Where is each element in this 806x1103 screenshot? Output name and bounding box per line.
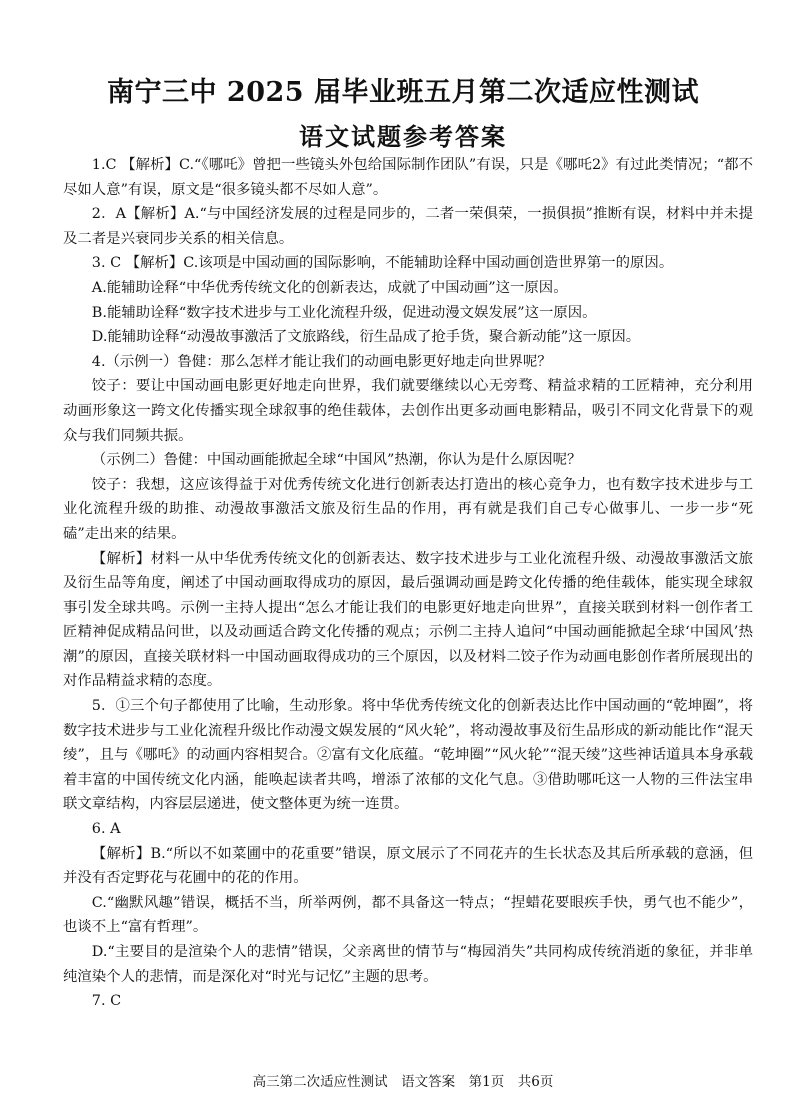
answer-4-example-1-question: 4.（示例一）鲁健：那么怎样才能让我们的动画电影更好地走向世界呢？ <box>91 353 552 370</box>
page-subtitle: 语文试题参考答案 <box>299 122 507 151</box>
answer-content <box>63 153 753 1014</box>
answer-6-analysis-d: D.“主要目的是渲染个人的悲情”错误，父亲离世的情节与“梅园消失”共同构成传统消逝的象征，并非单纯渲染个人的悲情，而是深化对“时光与记忆”主题的思考。 <box>63 944 753 985</box>
answer-3: 3. C 【解析】C.该项是中国动画的国际影响，不能辅助诠释中国动画创造世界第一的原因。 <box>91 255 674 272</box>
answer-6-analysis-b: 【解析】B.“所以不如菜圃中的花重要”错误，原文展示了不同花卉的生长状态及其后所承载的意涵，但并没有否定野花与花圃中的花的作用。 <box>63 845 753 887</box>
answer-6: 6. A <box>91 821 121 838</box>
answer-5: 5．①三个句子都使用了比喻，生动形象。将中华优秀传统文化的创新表达比作中国动画的“乾坤圈”，将数字技术进步与工业化流程升级比作动漫文娱发展的“风火轮”，将动漫故事及衍生品形成的新动能比作“混天绫”，且与《哪吒》的动画内容相契合。②富有文化底蕴。“乾坤圈”“风火轮”“混天绫”这些神话道具本身承载着丰富的中国传统文化内涵，能唤起读者共鸣，增添了浓郁的文化气息。③借助哪吒这一人物的三件法宝串联文章结构，内容层层递进，使文整体更为统一连贯。 <box>63 698 753 813</box>
answer-3-option-a: A.能辅助诠释“中华优秀传统文化的创新表达，成就了中国动画”这一原因。 <box>91 279 568 296</box>
answer-3-option-d: D.能辅助诠释“动漫故事激活了文旅路线，衍生品成了抢手货，聚合新动能”这一原因。 <box>91 329 641 346</box>
answer-6-analysis-c: C.“幽默风趣”错误，概括不当，所举两例，都不具备这一特点；“捏蜡花要眼疾手快，勇气也不能少”，也谈不上“富有哲理”。 <box>63 894 753 936</box>
answer-4-example-1-reply: 饺子：要让中国动画电影更好地走向世界，我们就要继续以心无旁骛、精益求精的工匠精神，充分利用动画形象这一跨文化传播实现全球叙事的绝佳载体，去创作出更多动画电影精品，吸引不同文化背景下的观众与我们同频共振。 <box>63 378 753 444</box>
answer-2: 2．A【解析】A.“与中国经济发展的过程是同步的，二者一荣俱荣，一损俱损”推断有误，材料中并未提及二者是兴衰同步关系的相关信息。 <box>63 206 753 247</box>
page-footer: 高三第二次适应性测试 语文答案 第1页 共6页 <box>252 1074 554 1090</box>
answer-3-option-b: B.能辅助诠释“数字技术进步与工业化流程升级，促进动漫文娱发展”这一原因。 <box>91 304 597 321</box>
answer-4-analysis: 【解析】材料一从中华优秀传统文化的创新表达、数字技术进步与工业化流程升级、动漫故事激活文旅及衍生品等角度，阐述了中国动画取得成功的原因，最后强调动画是跨文化传播的绝佳载体，能实现全球叙事引发全球共鸣。示例一主持人提出“怎么才能让我们的电影更好地走向世界”，直接关联到材料一创作者工匠精神促成精品问世，以及动画适合跨文化传播的观点；示例二主持人追问“中国动画能掀起全球‘中国风’热潮”的原因，直接关联材料一中国动画取得成功的三个原因，以及材料二饺子作为动画电影创作者所展现出的对作品精益求精的态度。 <box>63 550 753 690</box>
page-title: 南宁三中 2025 届毕业班五月第二次适应性测试 <box>107 77 699 108</box>
answer-7: 7. C <box>91 993 122 1010</box>
answer-1: 1.C 【解析】C.“《哪吒》曾把一些镜头外包给国际制作团队”有误，只是《哪吒2》有过此类情况；“都不尽如人意”有误，原文是“很多镜头都不尽如人意”。 <box>63 157 753 198</box>
answer-4-example-2-question: （示例二）鲁健：中国动画能掀起全球“中国风”热潮，你认为是什么原因呢？ <box>91 452 582 469</box>
answer-4-example-2-reply: 饺子：我想，这应该得益于对优秀传统文化进行创新表达打造出的核心竞争力，也有数字技术进步与工业化流程升级的助推、动漫故事激活文旅及衍生品的作用，再有就是我们自己专心做事儿、一步一步“死磕”走出来的结果。 <box>63 476 753 542</box>
